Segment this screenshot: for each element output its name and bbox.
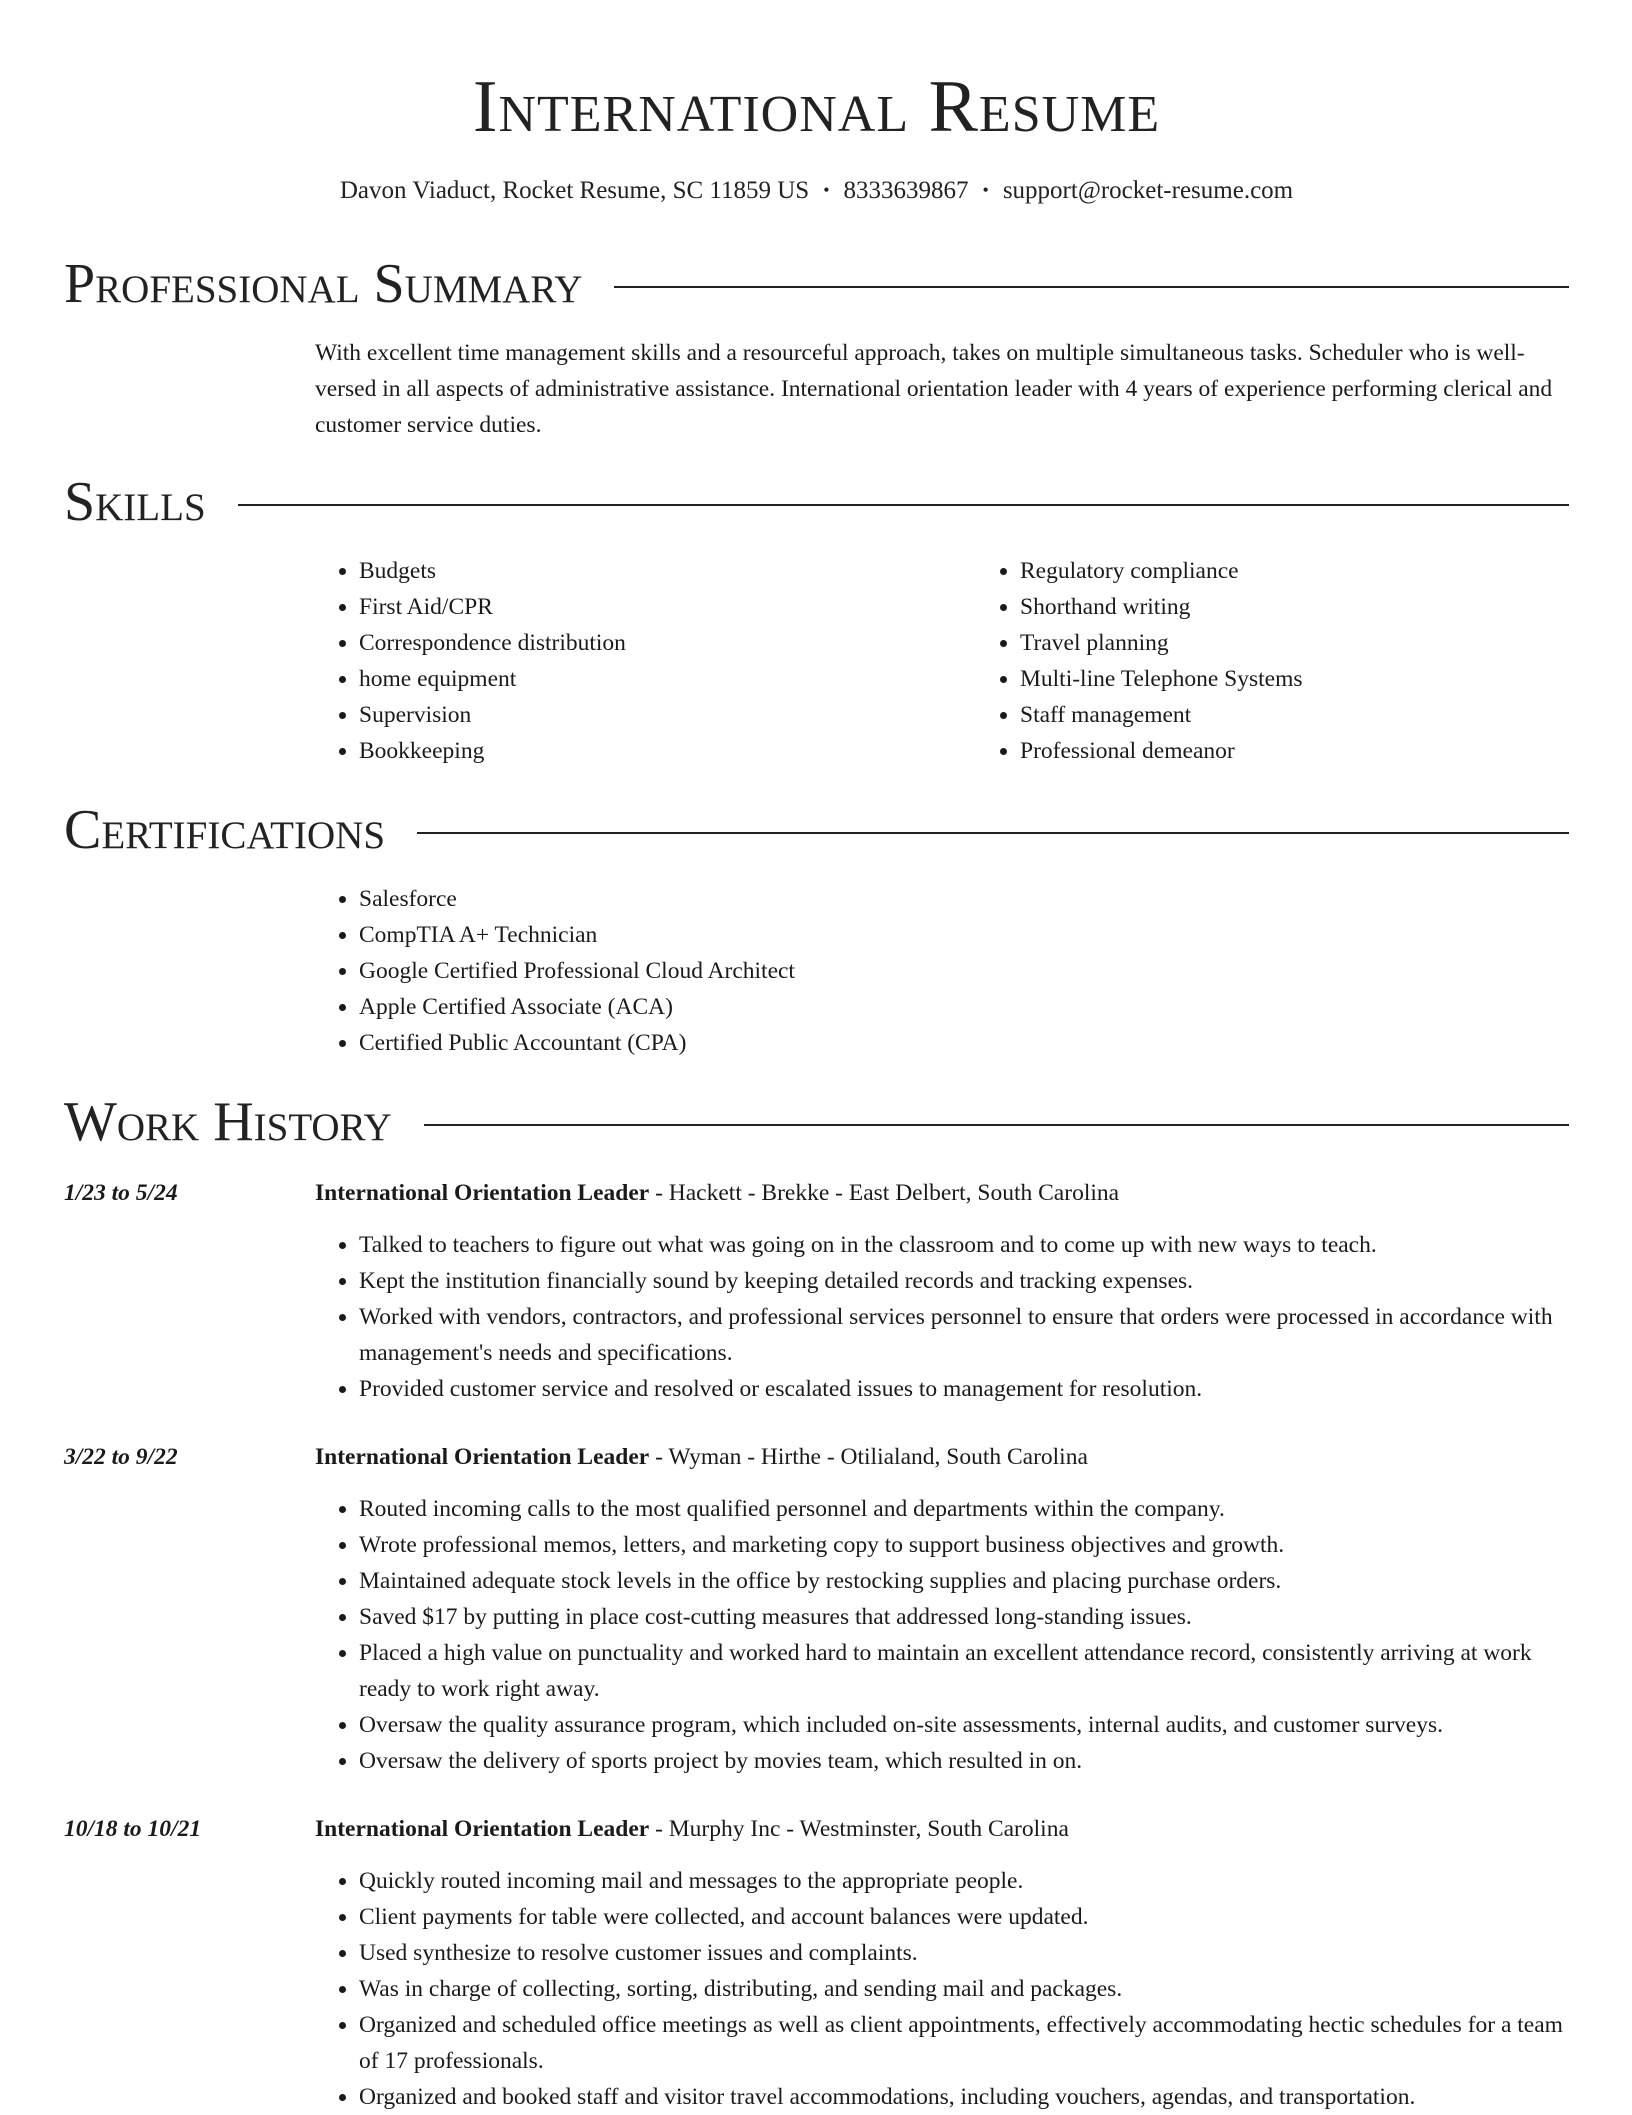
- job-employer: - Wyman - Hirthe - Otilialand, South Carolina: [649, 1444, 1088, 1470]
- job-bullet: • Provided customer service and resolved or escalated issues to management for resolution.: [359, 1371, 1569, 1407]
- job-entry: [64, 1439, 1569, 1779]
- job-bullet: • Wrote professional memos, letters, and marketing copy to support business objectives and growth.: [359, 1527, 1569, 1563]
- job-dates: 3/22 to 9/22: [64, 1444, 178, 1470]
- skill-item: • Supervision: [359, 697, 976, 733]
- job-bullet: • Was in charge of collecting, sorting, distributing, and sending mail and packages.: [359, 1971, 1569, 2007]
- skill-item: • Multi-line Telephone Systems: [1020, 661, 1632, 697]
- job-bullet: • Oversaw the delivery of sports project by movies team, which resulted in on.: [359, 1743, 1569, 1779]
- job-bullet: • Quickly routed incoming mail and messages to the appropriate people.: [359, 1863, 1569, 1899]
- job-bullet: • Organized and scheduled office meetings as well as client appointments, effectively accommodating hectic schedules for a team of 17 professionals.: [359, 2007, 1569, 2079]
- summary-text: With excellent time management skills and a resourceful approach, takes on multiple simultaneous tasks. Scheduler who is well-versed in all aspects of administrative assistance. International orientation leader with 4 years of experience performing clerical and customer service duties.: [315, 340, 1553, 438]
- section-heading-text: Work History: [64, 1091, 392, 1153]
- section-divider: [424, 1124, 1569, 1126]
- section-divider: [238, 504, 1569, 506]
- skill-item: • Shorthand writing: [1020, 589, 1632, 625]
- job-header: [64, 1811, 1569, 1847]
- job-bullet: • Client payments for table were collected, and account balances were updated.: [359, 1899, 1569, 1935]
- job-bullet: • Oversaw the quality assurance program, which included on-site assessments, internal audits, and customer surveys.: [359, 1707, 1569, 1743]
- certifications-list: [315, 881, 1569, 1061]
- resume-title: International Resume: [472, 66, 1161, 148]
- job-title-line: [315, 1175, 1119, 1211]
- section-heading-certifications: [64, 799, 1569, 861]
- job-title: International Orientation Leader: [315, 1816, 650, 1842]
- job-dates: 10/18 to 10/21: [64, 1816, 202, 1842]
- job-bullet: • Maintained adequate stock levels in the office by restocking supplies and placing purchase orders.: [359, 1563, 1569, 1599]
- contact-line: [64, 174, 1569, 207]
- job-bullets: [315, 1863, 1569, 2115]
- job-title-line: [315, 1439, 1088, 1475]
- skill-item: • Professional demeanor: [1020, 733, 1632, 769]
- section-divider: [417, 832, 1569, 834]
- skill-item: • Correspondence distribution: [359, 625, 976, 661]
- certification-item: • Google Certified Professional Cloud Architect: [359, 953, 1569, 989]
- skills-grid: [315, 553, 1569, 769]
- job-title: International Orientation Leader: [315, 1180, 650, 1206]
- contact-address: Davon Viaduct, Rocket Resume, SC 11859 US: [339, 177, 810, 204]
- certification-item: • Certified Public Accountant (CPA): [359, 1025, 1569, 1061]
- skill-item: • First Aid/CPR: [359, 589, 976, 625]
- job-bullet: • Used synthesize to resolve customer issues and complaints.: [359, 1935, 1569, 1971]
- contact-phone: 8333639867: [843, 177, 969, 204]
- section-heading-skills: [64, 471, 1569, 533]
- job-bullets: [315, 1491, 1569, 1779]
- certification-item: • CompTIA A+ Technician: [359, 917, 1569, 953]
- skill-item: • Regulatory compliance: [1020, 553, 1632, 589]
- section-heading-work-history: [64, 1091, 1569, 1153]
- contact-separator: •: [823, 180, 830, 200]
- job-bullet: • Organized and booked staff and visitor travel accommodations, including vouchers, agendas, and transportation.: [359, 2079, 1569, 2115]
- job-title: International Orientation Leader: [315, 1444, 650, 1470]
- job-bullet: • Routed incoming calls to the most qualified personnel and departments within the company.: [359, 1491, 1569, 1527]
- job-dates: 1/23 to 5/24: [64, 1180, 178, 1206]
- section-heading-summary: [64, 253, 1569, 315]
- job-bullet: • Worked with vendors, contractors, and professional services personnel to ensure that orders were processed in accordance with management's needs and specifications.: [359, 1299, 1569, 1371]
- job-entry: [64, 1811, 1569, 2115]
- job-bullet: • Talked to teachers to figure out what was going on in the classroom and to come up with new ways to teach.: [359, 1227, 1569, 1263]
- job-employer: - Hackett - Brekke - East Delbert, South Carolina: [649, 1180, 1120, 1206]
- section-heading-text: Skills: [64, 471, 206, 533]
- job-header: [64, 1175, 1569, 1211]
- skill-item: • Travel planning: [1020, 625, 1632, 661]
- job-bullet: • Placed a high value on punctuality and worked hard to maintain an excellent attendance record, consistently arriving at work ready to work right away.: [359, 1635, 1569, 1707]
- job-title-line: [315, 1811, 1069, 1847]
- job-employer: - Murphy Inc - Westminster, South Carolina: [649, 1816, 1069, 1842]
- job-entry: [64, 1175, 1569, 1407]
- contact-email: support@rocket-resume.com: [1002, 177, 1294, 204]
- skills-column-right: [976, 553, 1632, 769]
- certification-item: • Salesforce: [359, 881, 1569, 917]
- job-bullet: • Kept the institution financially sound by keeping detailed records and tracking expenses.: [359, 1263, 1569, 1299]
- section-heading-text: Professional Summary: [64, 253, 583, 315]
- job-bullet: • Saved $17 by putting in place cost-cutting measures that addressed long-standing issues.: [359, 1599, 1569, 1635]
- job-header: [64, 1439, 1569, 1475]
- certification-item: • Apple Certified Associate (ACA): [359, 989, 1569, 1025]
- section-divider: [614, 286, 1569, 288]
- skill-item: • home equipment: [359, 661, 976, 697]
- contact-separator: •: [982, 180, 989, 200]
- skill-item: • Staff management: [1020, 697, 1632, 733]
- skill-item: • Budgets: [359, 553, 976, 589]
- skills-column-left: [315, 553, 976, 769]
- job-bullets: [315, 1227, 1569, 1407]
- resume-page: [64, 0, 1569, 2115]
- section-heading-text: Certifications: [64, 799, 386, 861]
- skill-item: • Bookkeeping: [359, 733, 976, 769]
